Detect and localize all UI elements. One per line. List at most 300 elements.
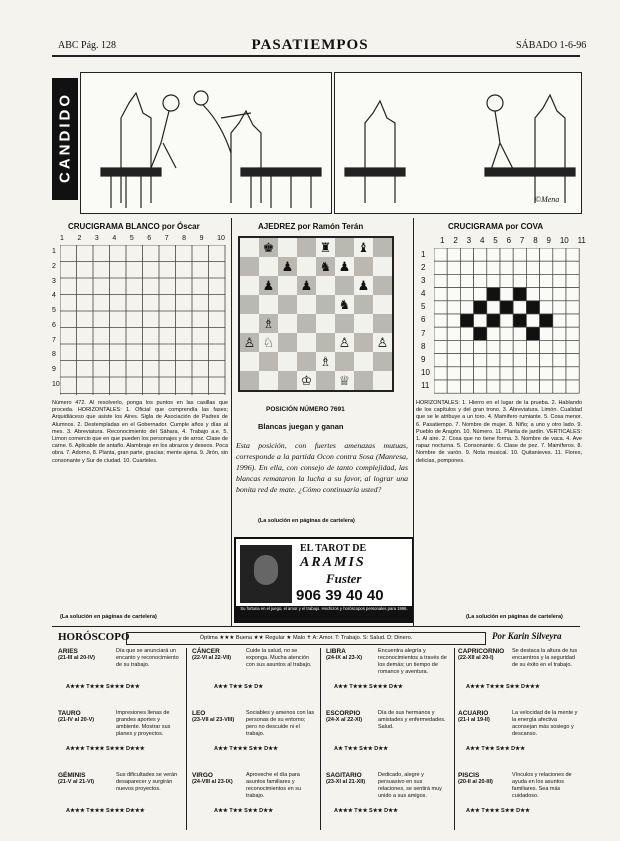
chess-square[interactable]: [278, 295, 297, 314]
black-cell[interactable]: [540, 314, 553, 327]
chess-prompt: Blancas juegan y ganan: [258, 422, 344, 431]
white-cell[interactable]: [434, 354, 447, 367]
col-number: 11: [577, 236, 586, 245]
chess-square[interactable]: [316, 295, 335, 314]
crossword-cova-grid[interactable]: [434, 248, 590, 396]
row-number: 8: [421, 341, 426, 351]
black-cell[interactable]: [500, 301, 513, 314]
section-rule: [52, 626, 580, 627]
white-cell[interactable]: [526, 248, 539, 261]
white-cell[interactable]: [540, 367, 553, 380]
white-cell[interactable]: [566, 301, 579, 314]
horoscope-sign: [458, 710, 580, 768]
sign-text: Aproveche el día para asuntos familiares y reconocimientos en su trabajo.: [246, 772, 302, 799]
sign-dates: (24-X al 22-XI): [326, 717, 363, 723]
horoscope-sign: [326, 772, 450, 830]
col-number: 2: [77, 235, 82, 242]
chess-square[interactable]: [297, 257, 316, 276]
white-cell[interactable]: [447, 314, 460, 327]
white-cell[interactable]: [553, 261, 566, 274]
chess-square[interactable]: [354, 314, 373, 333]
comic-title: CANDIDO: [56, 92, 74, 183]
tarot-phone[interactable]: 906 39 40 40: [296, 587, 384, 604]
sign-name: GÉMINIS: [58, 772, 86, 779]
crossword-white-title: CRUCIGRAMA BLANCO por Óscar: [68, 222, 200, 231]
white-cell[interactable]: [566, 288, 579, 301]
col-number: 1: [60, 235, 64, 242]
white-cell[interactable]: [487, 380, 500, 393]
white-cell[interactable]: [513, 380, 526, 393]
white-cell[interactable]: [500, 274, 513, 287]
white-cell[interactable]: [526, 380, 539, 393]
chess-square[interactable]: [354, 257, 373, 276]
chess-piece-square[interactable]: ♗: [259, 314, 278, 333]
chess-piece-square[interactable]: ♞: [316, 257, 335, 276]
chess-square[interactable]: [373, 352, 393, 371]
white-cell[interactable]: [487, 261, 500, 274]
white-cell[interactable]: [460, 274, 473, 287]
white-cell[interactable]: [526, 261, 539, 274]
white-cell[interactable]: [540, 274, 553, 287]
white-cell[interactable]: [526, 354, 539, 367]
sign-name: LIBRA: [326, 648, 346, 655]
horoscope-sign: [192, 772, 316, 830]
white-cell[interactable]: [553, 314, 566, 327]
row-number: 10: [52, 380, 60, 388]
sign-dates: (24-IX al 23-X): [326, 655, 363, 661]
white-cell[interactable]: [474, 274, 487, 287]
crossword-white-rows: [52, 248, 60, 388]
white-cell[interactable]: [513, 354, 526, 367]
row-number: 3: [421, 276, 426, 286]
white-cell[interactable]: [460, 261, 473, 274]
white-cell[interactable]: [553, 354, 566, 367]
chess-square[interactable]: [335, 352, 354, 371]
white-cell[interactable]: [553, 367, 566, 380]
white-cell[interactable]: [526, 367, 539, 380]
section-title: PASATIEMPOS: [251, 37, 369, 53]
white-cell[interactable]: [434, 327, 447, 340]
row-number: 6: [421, 315, 426, 325]
col-number: 9: [546, 236, 551, 245]
row-number: 5: [52, 307, 56, 315]
horoscope-sign: [58, 772, 182, 830]
white-cell[interactable]: [526, 274, 539, 287]
col-number: 1: [440, 236, 445, 245]
tarot-footnote: Su fortuna en el juego, el amor y el trabajo. Hechizos y horóscopos personales para 1996.: [236, 606, 412, 621]
sign-dates: (23-VII al 23-VIII): [192, 717, 235, 723]
white-cell[interactable]: [474, 314, 487, 327]
white-cell[interactable]: [513, 327, 526, 340]
white-cell[interactable]: [434, 314, 447, 327]
chess-piece-square[interactable]: ♕: [335, 371, 354, 391]
black-cell[interactable]: [474, 327, 487, 340]
white-cell[interactable]: [487, 274, 500, 287]
chess-piece-square[interactable]: ♟: [354, 276, 373, 295]
horoscope-divider: [186, 648, 187, 830]
chess-square[interactable]: [259, 371, 278, 391]
crossword-cova-rows: [421, 250, 430, 390]
white-cell[interactable]: [474, 354, 487, 367]
sign-dates: (20-II al 20-III): [458, 779, 493, 785]
white-cell[interactable]: [500, 248, 513, 261]
chess-square[interactable]: [297, 352, 316, 371]
row-number: 7: [421, 328, 426, 338]
sign-text: Encuentra alegría y reconocimientos a través de los demás; un tiempo de romance y aventura.: [378, 648, 447, 675]
chess-square[interactable]: [316, 314, 335, 333]
col-number: 6: [147, 235, 152, 242]
chess-piece-square[interactable]: ♟: [259, 276, 278, 295]
crossword-cova-title: CRUCIGRAMA por COVA: [448, 222, 544, 231]
black-cell[interactable]: [513, 288, 526, 301]
white-cell[interactable]: [566, 340, 579, 353]
chess-piece-square[interactable]: ♙: [335, 333, 354, 352]
white-cell[interactable]: [540, 248, 553, 261]
white-cell[interactable]: [447, 274, 460, 287]
white-cell[interactable]: [487, 340, 500, 353]
row-number: 9: [52, 366, 56, 374]
white-cell[interactable]: [513, 261, 526, 274]
white-cell[interactable]: [553, 301, 566, 314]
chess-square[interactable]: [239, 352, 259, 371]
white-cell[interactable]: [553, 340, 566, 353]
white-cell[interactable]: [460, 288, 473, 301]
sign-rating: A★★ T★★ S★★ D★★: [214, 808, 274, 814]
white-cell[interactable]: [434, 340, 447, 353]
col-number: 4: [479, 236, 485, 245]
white-cell[interactable]: [460, 340, 473, 353]
chess-square[interactable]: [354, 295, 373, 314]
white-cell[interactable]: [487, 367, 500, 380]
chess-piece-square[interactable]: ♗: [316, 352, 335, 371]
row-number: 1: [421, 250, 426, 259]
black-cell[interactable]: [487, 314, 500, 327]
chess-square[interactable]: [297, 237, 316, 257]
white-cell[interactable]: [566, 327, 579, 340]
white-cell[interactable]: [553, 380, 566, 393]
sign-name: ESCORPIO: [326, 710, 361, 717]
chess-title: AJEDREZ por Ramón Terán: [258, 222, 364, 231]
white-cell[interactable]: [447, 354, 460, 367]
chess-square[interactable]: [239, 237, 259, 257]
chess-square[interactable]: [239, 257, 259, 276]
chess-square[interactable]: [373, 276, 393, 295]
col-number: 5: [129, 235, 134, 242]
white-cell[interactable]: [500, 340, 513, 353]
tarot-photo-face: [254, 555, 278, 585]
tarot-line1: EL TAROT DE: [300, 543, 367, 554]
white-cell[interactable]: [566, 367, 579, 380]
white-cell[interactable]: [500, 327, 513, 340]
chess-piece-square[interactable]: ♟: [335, 257, 354, 276]
col-number: 10: [559, 236, 569, 245]
row-number: 8: [52, 351, 56, 359]
row-number: 11: [421, 380, 430, 390]
white-cell[interactable]: [526, 340, 539, 353]
comic-drawing-2: [335, 73, 581, 213]
chess-square[interactable]: [354, 371, 373, 391]
white-cell[interactable]: [513, 301, 526, 314]
white-cell[interactable]: [540, 261, 553, 274]
col-number: 3: [466, 236, 472, 245]
white-cell[interactable]: [487, 301, 500, 314]
sign-dates: (21-V al 21-VI): [58, 779, 95, 785]
white-cell[interactable]: [474, 288, 487, 301]
row-number: 10: [421, 367, 430, 377]
col-number: 8: [182, 235, 187, 242]
white-cell[interactable]: [500, 314, 513, 327]
comic-signature: ©Mena: [535, 195, 560, 204]
chess-square[interactable]: [278, 237, 297, 257]
horoscope-divider: [454, 648, 455, 830]
chess-piece-square[interactable]: ♞: [335, 295, 354, 314]
white-cell[interactable]: [566, 261, 579, 274]
chess-square[interactable]: [297, 333, 316, 352]
white-cell[interactable]: [460, 327, 473, 340]
chess-square[interactable]: [297, 314, 316, 333]
chess-square[interactable]: [278, 314, 297, 333]
chess-square[interactable]: [259, 257, 278, 276]
sign-rating: A★★★ T★★★ S★★★ D★★: [66, 684, 140, 690]
black-cell[interactable]: [513, 314, 526, 327]
horoscope-title: HORÓSCOPO: [58, 631, 130, 643]
white-cell[interactable]: [434, 248, 447, 261]
sign-dates: (21-I al 19-II): [458, 717, 490, 723]
white-cell[interactable]: [513, 274, 526, 287]
white-cell[interactable]: [553, 248, 566, 261]
chess-square[interactable]: [335, 314, 354, 333]
white-cell[interactable]: [500, 288, 513, 301]
horoscope-sign: [326, 710, 450, 768]
chess-piece-square[interactable]: ♘: [259, 333, 278, 352]
crossword-white-columns: [60, 235, 225, 242]
column-divider: [413, 218, 414, 626]
comic-panel-1: [80, 72, 332, 214]
horoscope-divider: [320, 648, 321, 830]
white-cell[interactable]: [566, 380, 579, 393]
comic-panel-2: [334, 72, 582, 214]
chess-square[interactable]: [354, 333, 373, 352]
chess-square[interactable]: [373, 295, 393, 314]
col-number: 8: [533, 236, 538, 245]
white-cell[interactable]: [460, 380, 473, 393]
row-number: 1: [52, 248, 56, 255]
white-cell[interactable]: [540, 327, 553, 340]
horoscope-sign: [326, 648, 450, 706]
header-rule: [52, 55, 580, 57]
black-cell[interactable]: [460, 314, 473, 327]
white-cell[interactable]: [487, 327, 500, 340]
horoscope-sign: [458, 648, 580, 706]
chess-square[interactable]: [373, 314, 393, 333]
tarot-ad[interactable]: [234, 537, 414, 623]
white-cell[interactable]: [474, 248, 487, 261]
horoscope-sign: [192, 648, 316, 706]
horoscope-sign: [458, 772, 580, 830]
white-cell[interactable]: [513, 248, 526, 261]
horoscope-sign: [58, 648, 182, 706]
white-cell[interactable]: [434, 380, 447, 393]
col-number: 3: [94, 235, 99, 242]
black-cell[interactable]: [487, 288, 500, 301]
crossword-cova-columns: [440, 236, 586, 245]
sign-name: ARIES: [58, 648, 78, 655]
white-cell[interactable]: [447, 327, 460, 340]
chess-piece-square[interactable]: ♜: [316, 237, 335, 257]
white-cell[interactable]: [500, 354, 513, 367]
white-cell[interactable]: [474, 340, 487, 353]
white-cell[interactable]: [540, 288, 553, 301]
chess-square[interactable]: [335, 237, 354, 257]
white-cell[interactable]: [434, 261, 447, 274]
chess-board[interactable]: [238, 236, 394, 392]
white-cell[interactable]: [566, 354, 579, 367]
chess-square[interactable]: [316, 371, 335, 391]
crossword-white-grid[interactable]: [60, 245, 230, 395]
crossword-cova-solution-note: (La solución en páginas de cartelera): [466, 614, 563, 620]
white-cell[interactable]: [566, 314, 579, 327]
chess-piece-square[interactable]: ♟: [297, 276, 316, 295]
sign-text: Sociables y amenos con las personas de su entorno; pero no descuide ni el trabajo.: [246, 710, 315, 737]
sign-rating: A★★★ T★★★ S★★★ D★★★: [66, 808, 145, 814]
chess-square[interactable]: [278, 352, 297, 371]
white-cell[interactable]: [434, 367, 447, 380]
sign-name: TAURO: [58, 710, 81, 717]
chess-solution-note: (La solución en páginas de cartelera): [258, 518, 355, 524]
white-cell[interactable]: [447, 288, 460, 301]
sign-text: Vínculos y relaciones de ayuda en los asuntos familiares. Sea más cuidadoso.: [512, 772, 572, 799]
col-number: 10: [217, 235, 225, 242]
horoscope-legend: Óptima ★★★ Buena ★★ Regular ★ Malo ✝ A: Amor. T: Trabajo. S: Salud. D: Dinero.: [126, 632, 486, 645]
white-cell[interactable]: [526, 288, 539, 301]
chess-square[interactable]: [239, 314, 259, 333]
horoscope-grid: [58, 648, 580, 830]
black-cell[interactable]: [526, 301, 539, 314]
white-cell[interactable]: [487, 248, 500, 261]
chess-piece-square[interactable]: ♔: [297, 371, 316, 391]
white-cell[interactable]: [513, 367, 526, 380]
white-cell[interactable]: [540, 340, 553, 353]
row-number: 6: [52, 321, 56, 329]
chess-body: Esta posición, con fuertes amenazas mutuas, corresponde a la partida Ocon contra Sosa (Manresa, 1996). En ella, con consejo de tanto complejidad, las blancas remataron la lucha a su favor, al lograr una bonita red de mate. ¿Cómo continuaría usted?: [236, 441, 408, 494]
white-cell[interactable]: [460, 367, 473, 380]
white-cell[interactable]: [460, 354, 473, 367]
sign-text: Sus dificultades se verán desaparecer y surgirán nuevos proyectos.: [116, 772, 178, 792]
white-cell[interactable]: [460, 248, 473, 261]
sign-dates: (21-IV al 20-V): [58, 717, 95, 723]
chess-square[interactable]: [239, 371, 259, 391]
chess-piece-square[interactable]: ♙: [373, 333, 393, 352]
white-cell[interactable]: [540, 301, 553, 314]
white-cell[interactable]: [474, 261, 487, 274]
horoscope-sign: [192, 710, 316, 768]
sign-text: Día de sus hermanos y amistades y enfermedades. Salud.: [378, 710, 446, 730]
chess-square[interactable]: [297, 295, 316, 314]
white-cell[interactable]: [553, 327, 566, 340]
white-cell[interactable]: [553, 274, 566, 287]
sign-dates: (22-XII al 20-I): [458, 655, 494, 661]
comic-drawing-1: [81, 73, 331, 213]
sign-name: CAPRICORNIO: [458, 648, 505, 655]
white-cell[interactable]: [566, 248, 579, 261]
chess-square[interactable]: [335, 276, 354, 295]
crossword-white-solution-note: (La solución en páginas de cartelera): [60, 614, 157, 620]
sign-name: VIRGO: [192, 772, 213, 779]
white-cell[interactable]: [447, 301, 460, 314]
white-cell[interactable]: [447, 380, 460, 393]
white-cell[interactable]: [434, 301, 447, 314]
chess-piece-square[interactable]: ♝: [354, 237, 373, 257]
sign-dates: (23-XI al 21-XII): [326, 779, 366, 785]
col-number: 5: [493, 236, 498, 245]
white-cell[interactable]: [487, 354, 500, 367]
row-number: 7: [52, 336, 56, 344]
row-number: 2: [421, 263, 426, 273]
sign-text: La velocidad de la mente y la energía afectiva aconsejan más sosiego y descanso.: [512, 710, 578, 737]
white-cell[interactable]: [434, 274, 447, 287]
page-number: ABC Pág. 128: [58, 40, 117, 51]
white-cell[interactable]: [447, 340, 460, 353]
white-cell[interactable]: [447, 248, 460, 261]
white-cell[interactable]: [500, 380, 513, 393]
tarot-line2: ARAMIS: [300, 555, 366, 570]
sign-rating: A★★★ T★★ S★★ D★★: [334, 808, 398, 814]
chess-piece-square[interactable]: ♟: [278, 257, 297, 276]
chess-square[interactable]: [354, 352, 373, 371]
chess-square[interactable]: [373, 257, 393, 276]
sign-text: Dedicado, alegre y persuasivo en sus relaciones, se sentirá muy unido a sus amigos.: [378, 772, 442, 799]
chess-square[interactable]: [373, 237, 393, 257]
chess-piece-square[interactable]: ♙: [239, 333, 259, 352]
white-cell[interactable]: [526, 314, 539, 327]
white-cell[interactable]: [540, 354, 553, 367]
chess-square[interactable]: [259, 295, 278, 314]
chess-square[interactable]: [373, 371, 393, 391]
black-cell[interactable]: [474, 301, 487, 314]
col-number: 7: [519, 236, 525, 245]
col-number: 6: [506, 236, 512, 245]
chess-square[interactable]: [278, 276, 297, 295]
col-number: 7: [164, 235, 169, 242]
white-cell[interactable]: [447, 367, 460, 380]
chess-square[interactable]: [278, 333, 297, 352]
chess-square[interactable]: [278, 371, 297, 391]
white-cell[interactable]: [513, 340, 526, 353]
chess-square[interactable]: [239, 295, 259, 314]
white-cell[interactable]: [434, 288, 447, 301]
white-cell[interactable]: [566, 274, 579, 287]
chess-square[interactable]: [316, 333, 335, 352]
white-cell[interactable]: [500, 367, 513, 380]
white-cell[interactable]: [540, 380, 553, 393]
sign-rating: A★★ T★★★ S★★ D★★: [466, 808, 530, 814]
black-cell[interactable]: [526, 327, 539, 340]
sign-dates: (24-VIII al 23-IX): [192, 779, 233, 785]
chess-square[interactable]: [259, 352, 278, 371]
white-cell[interactable]: [447, 261, 460, 274]
row-number: 4: [421, 289, 426, 299]
chess-square[interactable]: [239, 276, 259, 295]
white-cell[interactable]: [474, 367, 487, 380]
chess-piece-square[interactable]: ♚: [259, 237, 278, 257]
sign-rating: A★ T★★ S★★ D★★: [334, 746, 389, 752]
white-cell[interactable]: [500, 261, 513, 274]
white-cell[interactable]: [553, 288, 566, 301]
chess-square[interactable]: [316, 276, 335, 295]
white-cell[interactable]: [474, 380, 487, 393]
horoscope-author: Por Karin Silveyra: [492, 631, 562, 641]
white-cell[interactable]: [460, 301, 473, 314]
